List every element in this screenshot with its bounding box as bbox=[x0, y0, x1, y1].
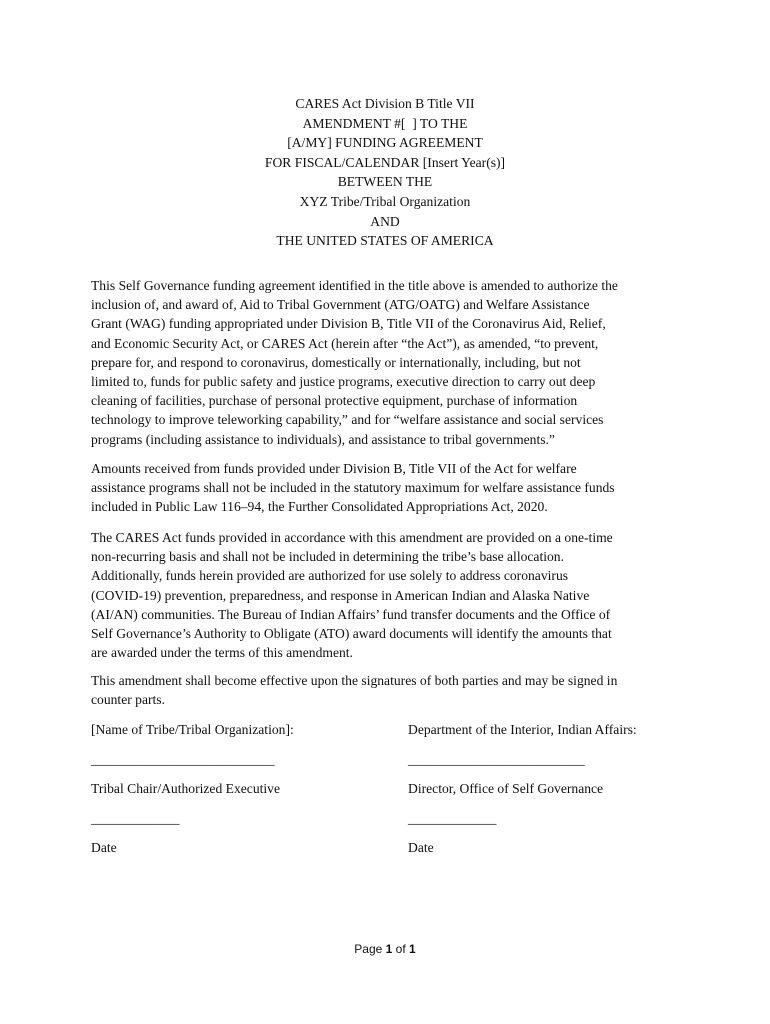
text-line: (AI/AN) communities. The Bureau of Indian Affairs’ fund transfer documents and the Office of bbox=[91, 606, 611, 622]
doi-party-label: Department of the Interior, Indian Affairs: bbox=[408, 722, 637, 737]
paragraph-cares-funds bbox=[91, 528, 691, 662]
text-line: non-recurring basis and shall not be included in determining the tribe’s base allocation. bbox=[91, 549, 565, 565]
text-line: counter parts. bbox=[91, 692, 165, 708]
total-pages-number: 1 bbox=[409, 942, 416, 956]
title-line: BETWEEN THE bbox=[337, 174, 433, 190]
text-line: technology to improve teleworking capability,” and for “welfare assistance and social services bbox=[91, 412, 604, 428]
text-line: included in Public Law 116–94, the Further Consolidated Appropriations Act, 2020. bbox=[91, 499, 548, 515]
tribe-party-label: [Name of Tribe/Tribal Organization]: bbox=[91, 722, 294, 737]
text-line: (COVID-19) prevention, preparedness, and response in American Indian and Alaska Native bbox=[91, 587, 590, 603]
paragraph-effective bbox=[91, 671, 691, 709]
text-line: Grant (WAG) funding appropriated under Division B, Title VII of the Coronavirus Aid, Relief, bbox=[91, 316, 606, 332]
title-line: [A/MY] FUNDING AGREEMENT bbox=[287, 135, 483, 151]
paragraph-authorization bbox=[91, 276, 691, 449]
tribe-date-label: Date bbox=[91, 840, 117, 855]
tribe-signature-line[interactable]: ___________________________ bbox=[91, 752, 275, 767]
signature-line-row bbox=[91, 750, 691, 770]
text-line: This amendment shall become effective upon the signatures of both parties and may be signed in bbox=[91, 673, 618, 688]
page-footer bbox=[0, 942, 770, 956]
title-line: AMENDMENT #[ ] TO THE bbox=[302, 115, 468, 131]
date-label-row bbox=[91, 838, 691, 858]
doi-signer-title: Director, Office of Self Governance bbox=[408, 781, 604, 796]
text-line: inclusion of, and award of, Aid to Tribal Government (ATG/OATG) and Welfare Assistance bbox=[91, 297, 590, 313]
of-word: of bbox=[395, 942, 406, 956]
title-line: CARES Act Division B Title VII bbox=[295, 96, 475, 111]
page-word: Page bbox=[354, 942, 383, 956]
text-line: limited to, funds for public safety and justice programs, executive direction to carry out deep bbox=[91, 374, 596, 390]
text-line: programs (including assistance to individuals), and assistance to tribal governments.” bbox=[91, 431, 555, 447]
doi-date-label: Date bbox=[408, 840, 434, 855]
paragraph-welfare-funds bbox=[91, 459, 691, 517]
tribe-signer-title: Tribal Chair/Authorized Executive bbox=[91, 781, 281, 796]
tribe-date-line[interactable]: _____________ bbox=[91, 811, 180, 826]
text-line: assistance programs shall not be included in the statutory maximum for welfare assistance funds bbox=[91, 480, 615, 496]
signature-party-row bbox=[91, 720, 691, 740]
document-title bbox=[0, 94, 770, 251]
title-line: FOR FISCAL/CALENDAR [Insert Year(s)] bbox=[264, 154, 506, 170]
current-page-number: 1 bbox=[385, 942, 393, 956]
doi-signature-line[interactable]: __________________________ bbox=[408, 752, 585, 767]
date-line-row bbox=[91, 809, 691, 829]
text-line: Amounts received from funds provided under Division B, Title VII of the Act for welfare bbox=[91, 461, 577, 476]
title-line: THE UNITED STATES OF AMERICA bbox=[276, 233, 494, 249]
title-line: XYZ Tribe/Tribal Organization bbox=[299, 193, 471, 209]
text-line: The CARES Act funds provided in accordance with this amendment are provided on a one-time bbox=[91, 530, 613, 545]
title-line: AND bbox=[370, 213, 400, 229]
text-line: are awarded under the terms of this amendment. bbox=[91, 645, 353, 661]
text-line: prepare for, and respond to coronavirus, domestically or internationally, including, but not bbox=[91, 354, 581, 370]
text-line: and Economic Security Act, or CARES Act (herein after “the Act”), as amended, “to prevent, bbox=[91, 335, 599, 351]
text-line: Self Governance’s Authority to Obligate (ATO) award documents will identify the amounts that bbox=[91, 626, 612, 642]
signature-title-row bbox=[91, 779, 691, 799]
text-line: Additionally, funds herein provided are authorized for use solely to address coronavirus bbox=[91, 568, 569, 584]
text-line: This Self Governance funding agreement identified in the title above is amended to authorize the bbox=[91, 278, 618, 293]
text-line: cleaning of facilities, purchase of personal protective equipment, purchase of information bbox=[91, 393, 578, 409]
doi-date-line[interactable]: _____________ bbox=[408, 811, 497, 826]
